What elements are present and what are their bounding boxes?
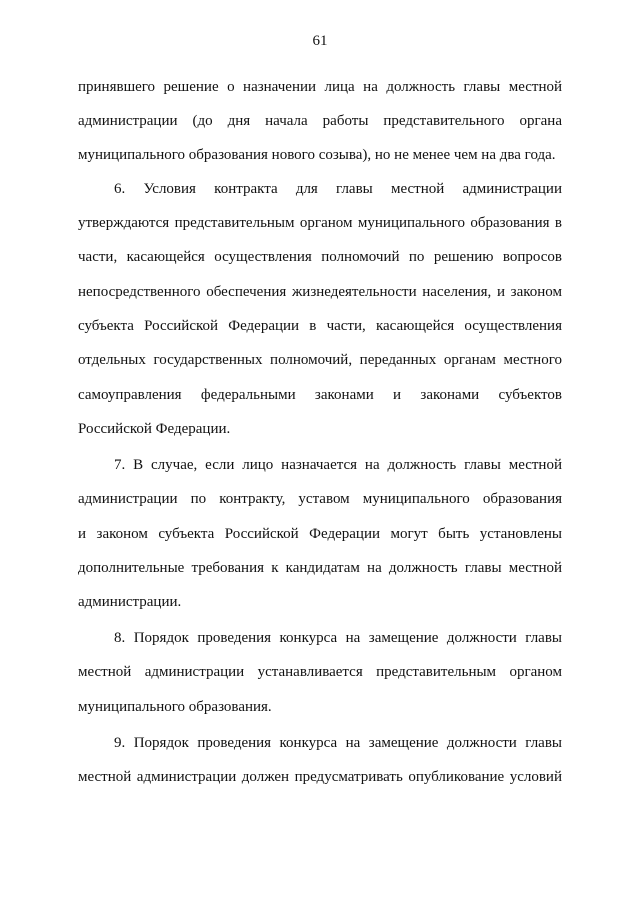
text-line: отдельных государственных полномочий, переданных органам местного xyxy=(78,352,562,368)
text-line: субъекта Российской Федерации в части, касающейся осуществления xyxy=(78,318,562,334)
text-line: Российской Федерации. xyxy=(78,421,231,437)
paragraph-8-first-line: 8. Порядок проведения конкурса на замещение должности главы xyxy=(114,630,562,646)
text-line: утверждаются представительным органом муниципального образования в xyxy=(78,215,562,231)
text-line: самоуправления федеральными законами и законами субъектов xyxy=(78,387,562,403)
text-line: муниципального образования нового созыва), но не менее чем на два года. xyxy=(78,147,556,163)
text-line: администрации. xyxy=(78,594,182,610)
page-number: 61 xyxy=(312,33,328,49)
paragraph-7-first-line: 7. В случае, если лицо назначается на должность главы местной xyxy=(114,457,562,473)
paragraph-6-first-line: 6. Условия контракта для главы местной администрации xyxy=(114,181,562,197)
text-line: местной администрации должен предусматривать опубликование условий xyxy=(78,769,562,785)
text-line: местной администрации устанавливается представительным органом xyxy=(78,664,562,680)
text-line: непосредственного обеспечения жизнедеятельности населения, и законом xyxy=(78,284,562,300)
paragraph-9-first-line: 9. Порядок проведения конкурса на замещение должности главы xyxy=(114,735,562,751)
text-line: и законом субъекта Российской Федерации могут быть установлены xyxy=(78,526,562,542)
text-line: части, касающейся осуществления полномочий по решению вопросов xyxy=(78,249,562,265)
text-line: администрации (до дня начала работы представительного органа xyxy=(78,113,562,129)
text-line: дополнительные требования к кандидатам на должность главы местной xyxy=(78,560,562,576)
text-line: администрации по контракту, уставом муниципального образования xyxy=(78,491,562,507)
text-line: принявшего решение о назначении лица на должность главы местной xyxy=(78,79,562,95)
text-line: муниципального образования. xyxy=(78,699,272,715)
